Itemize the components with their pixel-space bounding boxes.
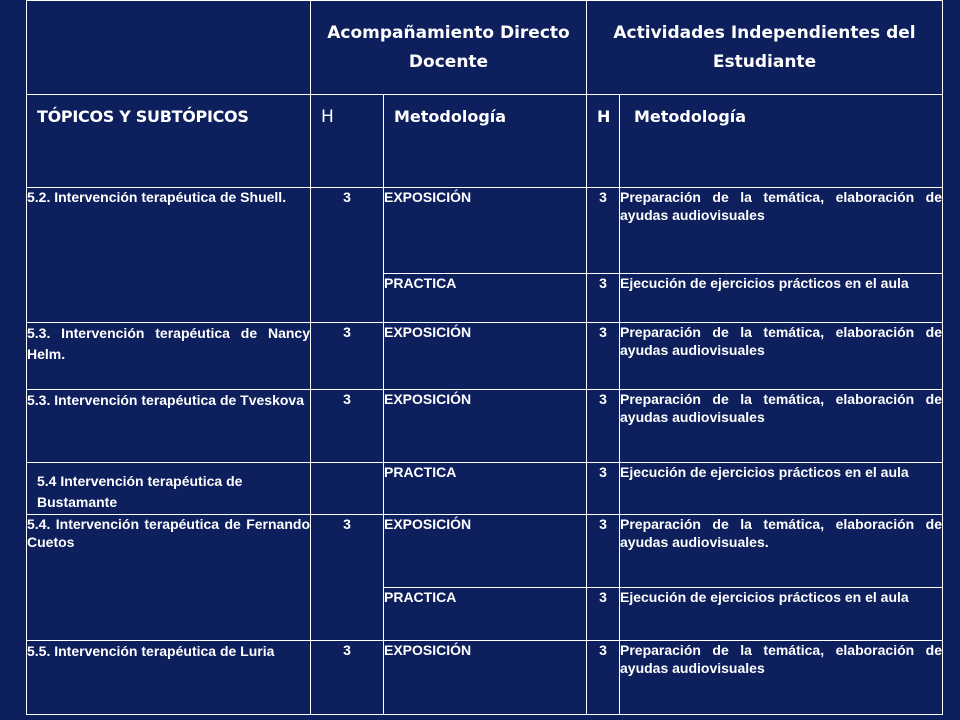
methodology-cell: EXPOSICIÓN	[384, 188, 587, 274]
methodology-cell: EXPOSICIÓN	[384, 390, 587, 463]
group-header-independent-activities: Actividades Independientes del Estudiante	[587, 1, 943, 95]
empty-header-cell	[27, 1, 311, 95]
table-row	[27, 515, 943, 588]
hours-cell: 3	[587, 588, 620, 641]
table-row	[27, 323, 943, 390]
hours-cell: 3	[311, 515, 384, 641]
table-row	[27, 463, 943, 515]
activity-cell: Preparación de la temática, elaboración de ayudas audiovisuales	[620, 390, 943, 463]
methodology-cell: EXPOSICIÓN	[384, 641, 587, 715]
column-header-hours-1: H	[311, 95, 384, 188]
hours-cell: 3	[587, 274, 620, 323]
table-row	[27, 390, 943, 463]
group-header-direct-teaching: Acompañamiento Directo Docente	[311, 1, 587, 95]
curriculum-table	[26, 0, 943, 715]
topic-cell: 5.5. Intervención terapéutica de Luria	[27, 641, 311, 715]
column-header-methodology-1: Metodología	[384, 95, 587, 188]
activity-cell: Preparación de la temática, elaboración de ayudas audiovisuales	[620, 188, 943, 274]
column-header-hours-2: H	[587, 95, 620, 188]
methodology-cell: EXPOSICIÓN	[384, 323, 587, 390]
methodology-cell: EXPOSICIÓN	[384, 515, 587, 588]
column-header-topics: TÓPICOS Y SUBTÓPICOS	[27, 95, 311, 188]
hours-cell: 3	[311, 323, 384, 390]
hours-cell: 3	[311, 641, 384, 715]
activity-cell: Ejecución de ejercicios prácticos en el aula	[620, 274, 943, 323]
topic-cell: 5.2. Intervención terapéutica de Shuell.	[27, 188, 311, 323]
activity-cell: Preparación de la temática, elaboración de ayudas audiovisuales	[620, 323, 943, 390]
topic-cell: 5.3. Intervención terapéutica de Tveskova	[27, 390, 311, 463]
hours-cell	[311, 463, 384, 515]
hours-cell: 3	[587, 641, 620, 715]
hours-cell: 3	[587, 323, 620, 390]
table-row	[27, 641, 943, 715]
methodology-cell: PRACTICA	[384, 463, 587, 515]
hours-cell: 3	[311, 188, 384, 323]
hours-cell: 3	[587, 463, 620, 515]
column-header-row	[27, 95, 943, 188]
methodology-cell: PRACTICA	[384, 588, 587, 641]
methodology-cell: PRACTICA	[384, 274, 587, 323]
hours-cell: 3	[587, 188, 620, 274]
topic-cell: 5.3. Intervención terapéutica de Nancy Helm.	[27, 323, 311, 390]
column-header-methodology-2: Metodología	[620, 95, 943, 188]
table-row	[27, 188, 943, 274]
hours-cell: 3	[587, 515, 620, 588]
activity-cell: Ejecución de ejercicios prácticos en el aula	[620, 588, 943, 641]
topic-cell: 5.4 Intervención terapéutica de Bustamante	[27, 463, 311, 515]
activity-cell: Preparación de la temática, elaboración de ayudas audiovisuales	[620, 641, 943, 715]
group-header-row	[27, 1, 943, 95]
hours-cell: 3	[587, 390, 620, 463]
topic-cell: 5.4. Intervención terapéutica de Fernando Cuetos	[27, 515, 311, 641]
activity-cell: Preparación de la temática, elaboración de ayudas audiovisuales.	[620, 515, 943, 588]
activity-cell: Ejecución de ejercicios prácticos en el aula	[620, 463, 943, 515]
hours-cell: 3	[311, 390, 384, 463]
